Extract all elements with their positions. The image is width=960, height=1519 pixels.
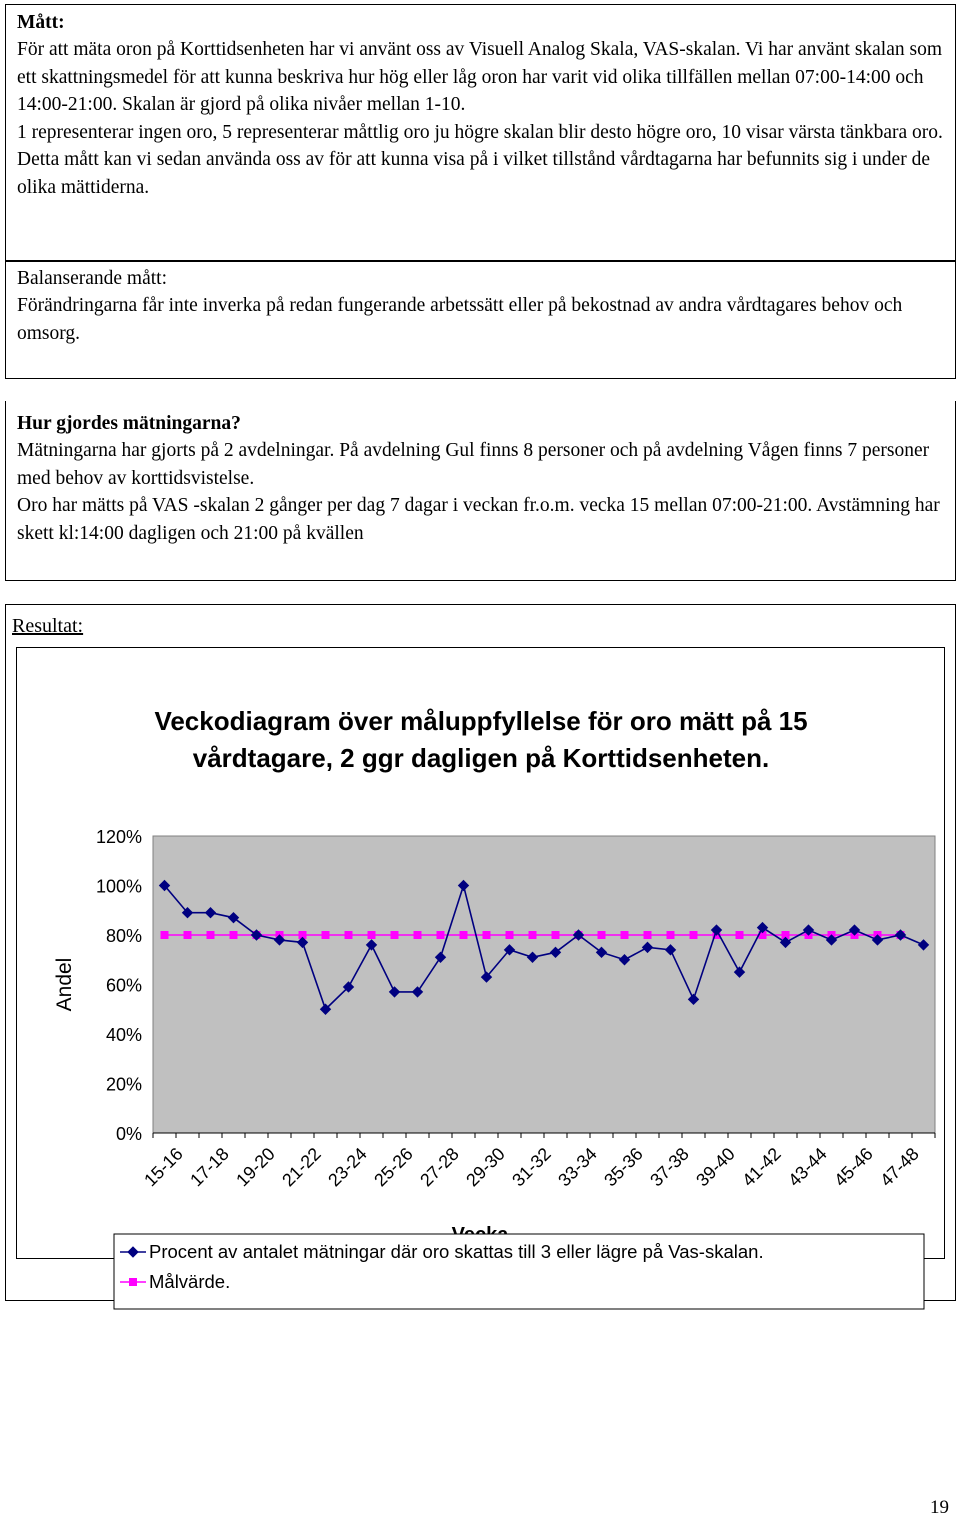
data-point-series-2 <box>368 931 376 939</box>
data-point-series-2 <box>621 931 629 939</box>
data-point-series-2 <box>667 931 675 939</box>
data-point-series-2 <box>345 931 353 939</box>
x-tick-label: 47-48 <box>876 1143 923 1191</box>
balans-heading: Balanserande mått: <box>17 268 167 289</box>
section-matt-body <box>17 9 945 201</box>
section-matt <box>5 4 956 261</box>
legend <box>114 1234 924 1309</box>
x-tick-label: 23-24 <box>324 1143 371 1191</box>
chart-frame <box>16 647 945 1292</box>
resultat-heading: Resultat: <box>12 615 84 637</box>
chart-title-line-2: vårdtagare, 2 ggr dagligen på Korttidsenheten. <box>192 743 770 773</box>
data-point-series-2 <box>598 931 606 939</box>
data-point-series-2 <box>161 931 169 939</box>
y-axis-label: Andel <box>53 957 76 1012</box>
data-point-series-2 <box>690 931 698 939</box>
page-number: 19 <box>930 1497 949 1518</box>
y-tick-label: 60% <box>105 975 142 996</box>
section-hur-body <box>17 410 945 547</box>
hur-paragraph-2: Oro har mätts på VAS -skalan 2 gånger per dag 7 dagar i veckan fr.o.m. vecka 15 mellan 07:00-21:00. Avstämning har skett kl:14:00 dagligen och 21:00 på kvällen <box>17 495 940 544</box>
x-tick-label: 39-40 <box>692 1143 739 1191</box>
y-tick-label: 0% <box>115 1124 142 1144</box>
matt-paragraph-1: För att mäta oron på Korttidsenheten har vi använt oss av Visuell Analog Skala, VAS-skalan. Vi har använt skalan som ett skattningsmedel för att kunna beskriva hur hög eller låg oron har varit vid olika tillfällen mellan 07:00-14:00 och 14:00-21:00. Skalan är gjord på olika nivåer mellan 1-10. <box>17 39 943 115</box>
data-point-series-2 <box>391 931 399 939</box>
x-tick-label: 45-46 <box>830 1143 877 1191</box>
data-point-series-2 <box>483 931 491 939</box>
section-balanserande <box>5 261 956 379</box>
x-tick-label: 19-20 <box>232 1143 279 1191</box>
x-tick-label: 35-36 <box>600 1143 647 1191</box>
data-point-series-2 <box>529 931 537 939</box>
matt-heading: Mått: <box>17 12 65 33</box>
plot-area <box>153 836 935 1133</box>
section-divider <box>6 580 955 581</box>
hur-paragraph-1: Mätningarna har gjorts på 2 avdelningar. På avdelning Gul finns 8 personer och på avdelning Vågen finns 7 personer med behov av korttidsvistelse. <box>17 440 930 489</box>
data-point-series-2 <box>437 931 445 939</box>
data-point-series-2 <box>644 931 652 939</box>
y-tick-label: 120% <box>95 827 142 847</box>
x-tick-label: 41-42 <box>738 1143 785 1191</box>
section-balanserande-body <box>17 265 945 347</box>
data-point-series-2 <box>736 931 744 939</box>
x-tick-label: 37-38 <box>646 1143 693 1191</box>
x-tick-label: 33-34 <box>554 1143 601 1191</box>
x-tick-label: 31-32 <box>508 1143 555 1191</box>
y-tick-label: 100% <box>95 876 142 897</box>
y-tick-label: 80% <box>105 926 142 946</box>
data-point-series-2 <box>414 931 422 939</box>
y-tick-label: 40% <box>105 1025 142 1045</box>
data-point-series-2 <box>230 931 238 939</box>
section-hur-gjordes <box>5 401 956 581</box>
chart <box>17 648 944 1292</box>
x-tick-label: 25-26 <box>370 1143 417 1191</box>
chart-title-line-1: Veckodiagram över måluppfyllelse för oro mätt på 15 <box>154 706 808 736</box>
hur-heading: Hur gjordes mätningarna? <box>17 413 241 434</box>
section-resultat <box>5 604 956 1301</box>
data-point-series-2 <box>552 931 560 939</box>
x-tick-label: 29-30 <box>462 1143 509 1191</box>
legend-marker <box>129 1278 137 1286</box>
data-point-series-2 <box>184 931 192 939</box>
data-point-series-2 <box>322 931 330 939</box>
x-tick-label: 17-18 <box>186 1143 233 1191</box>
legend-label-series-1: Procent av antalet mätningar där oro skattas till 3 eller lägre på Vas-skalan. <box>149 1241 764 1262</box>
x-tick-label: 21-22 <box>278 1143 325 1191</box>
matt-paragraph-2: 1 representerar ingen oro, 5 representerar måttlig oro ju högre skalan blir desto högre oro, 10 visar värsta tänkbara oro. Detta mått kan vi sedan använda oss av för att kunna visa på i vilket tillstånd vårdtagarna har befunnits sig i under de olika mättiderna. <box>17 121 943 198</box>
x-tick-label: 43-44 <box>784 1143 831 1191</box>
data-point-series-2 <box>207 931 215 939</box>
y-tick-label: 20% <box>105 1074 142 1095</box>
x-axis <box>140 1133 935 1190</box>
legend-label-series-2: Målvärde. <box>149 1271 231 1292</box>
data-point-series-2 <box>506 931 514 939</box>
x-tick-label: 27-28 <box>416 1143 463 1191</box>
data-point-series-2 <box>460 931 468 939</box>
balans-paragraph: Förändringarna får inte inverka på redan fungerande arbetssätt eller på bekostnad av andra vårdtagares behov och omsorg. <box>17 295 903 344</box>
y-axis <box>96 827 142 1144</box>
x-tick-label: 15-16 <box>140 1143 187 1191</box>
